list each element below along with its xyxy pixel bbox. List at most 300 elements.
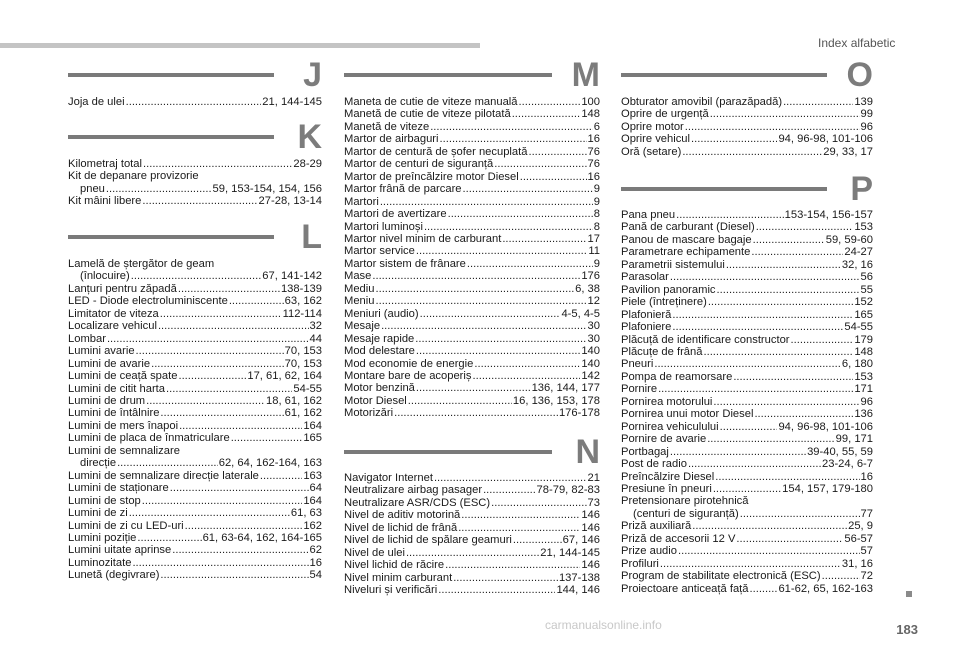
header-bar [0,43,480,48]
entry-pages: 6 [593,120,600,133]
entry-pages: 148 [854,345,873,358]
leader-dots [473,370,581,382]
index-entry [68,258,322,270]
leader-dots [375,283,574,295]
entry-term: Nivel de lichid de spălare geamuri [344,534,512,547]
leader-dots [491,497,586,509]
entry-term: Preîncălzire Diesel [621,470,715,483]
index-entry [68,195,322,207]
section-rule [68,73,274,77]
leader-dots [260,470,302,482]
index-entry [68,295,322,307]
leader-dots [688,458,821,470]
leader-dots [107,333,309,345]
entry-term: Navigator Internet [344,472,433,484]
index-entry [344,96,600,108]
entry-pages: 73 [587,496,600,509]
entry-pages: 6, 180 [841,358,873,371]
entry-pages: 96 [860,120,873,133]
leader-dots [822,570,860,582]
leader-dots [231,432,303,444]
entry-pages: 32, 16 [841,258,873,271]
index-entry [68,507,322,519]
entry-pages: 17, 61, 62, 164 [247,370,322,383]
section-letter: K [297,118,322,156]
leader-dots [513,534,562,546]
entry-term: Plafoniere [621,321,672,334]
section-o-entries [621,96,873,158]
entry-term: Lumini de mers înapoi [68,419,179,432]
index-entry [621,570,873,582]
leader-dots [381,320,586,332]
entry-pages: 140 [581,357,600,370]
index-entry [344,196,600,208]
leader-dots [726,259,841,271]
entry-pages: 56-57 [844,532,873,545]
index-entry [68,170,322,182]
entry-pages: 162 [303,519,322,532]
entry-pages: 16, 136, 153, 178 [512,394,600,407]
leader-dots [736,533,843,545]
leader-dots [151,358,284,370]
entry-term: Nivel lichid de răcire [344,559,445,572]
index-entry [68,407,322,419]
entry-term: Meniuri (audio) [344,307,419,320]
leader-dots [440,133,587,145]
entry-term: Motorizări [344,407,394,420]
leader-dots [670,446,806,458]
index-entry [344,158,600,170]
entry-pages: 64 [309,482,322,495]
entry-pages: 61-62, 65, 162-163 [778,582,873,595]
leader-dots [185,520,303,532]
entry-term: Lumini de placa de înmatriculare [68,432,230,445]
leader-dots [453,572,558,584]
entry-term: Meniu [344,295,375,308]
leader-dots [753,234,825,246]
entry-pages: 16 [860,470,873,483]
index-entry [344,345,600,357]
section-header-k [68,118,322,158]
index-entry [344,171,600,183]
entry-term: Pornirea unui motor Diesel [621,408,754,421]
entry-pages: 8 [593,220,600,233]
entry-term: Lumini uitate aprinse [68,544,172,557]
index-entry [344,146,600,158]
index-entry [621,396,873,408]
index-entry [68,320,322,332]
leader-dots [740,508,860,520]
index-entry [68,333,322,345]
leader-dots [172,544,308,556]
section-header-o [621,56,873,96]
leader-dots [750,583,778,595]
entry-pages: 154, 157, 179-180 [782,482,873,495]
watermark: carmanualsonline.info [545,618,662,632]
entry-pages: 62, 64, 162-164, 163 [218,457,322,470]
entry-pages: 61, 162 [284,407,322,420]
entry-pages: 153-154, 156-157 [784,209,873,221]
index-entry [621,133,873,145]
entry-term: Lumini de întâlnire [68,407,160,420]
entry-pages: 39-40, 55, 59 [807,445,873,458]
entry-term: Pornirea vehiculului [621,420,719,433]
leader-dots [754,408,853,420]
entry-pages: 99 [860,108,873,121]
index-entry [621,508,873,520]
index-entry [68,482,322,494]
index-entry [68,395,322,407]
index-entry [344,407,600,419]
index-entry [344,370,600,382]
section-rule [68,135,274,139]
entry-pages: 9 [593,195,600,208]
entry-pages: 165 [303,432,322,445]
entry-term: Lanțuri pentru zăpadă [68,282,177,295]
entry-term: Pana pneu [621,209,676,221]
entry-pages: 148 [581,108,600,121]
entry-term: Nivel de aditiv motorină [344,509,461,522]
entry-term: Maneta de cutie de viteze manuală [344,96,518,108]
leader-dots [394,407,558,419]
index-entry [68,569,322,581]
entry-pages: 100 [581,96,600,108]
index-entry [621,583,873,595]
entry-term: Martor service [344,245,415,258]
entry-term: Pneuri [621,358,654,371]
entry-term: Lumini poziție [68,531,137,544]
entry-term: Mod economie de energie [344,357,474,370]
section-l-entries [68,258,322,582]
entry-term: Kilometraj total [68,158,142,170]
index-entry [68,383,322,395]
index-entry [621,209,873,221]
entry-term: Priză de accesorii 12 V [621,532,736,545]
index-entry [68,283,322,295]
entry-term: Manetă de viteze [344,120,430,133]
index-entry [68,432,322,444]
leader-dots [670,271,860,283]
entry-pages: 153 [854,370,873,383]
index-entry [68,96,322,108]
entry-term: Lumini de zi cu LED-uri [68,519,184,532]
entry-term: Lumini avarie [68,345,135,358]
index-entry [621,346,873,358]
index-entry [344,221,600,233]
section-header-n [344,433,600,473]
entry-pages: 16 [587,133,600,146]
entry-pages: 72 [860,570,873,583]
entry-term: Oprire vehicul [621,133,691,146]
section-header-l [68,218,322,258]
index-entry [68,270,322,282]
index-entry [621,495,873,507]
leader-dots [160,308,282,320]
entry-pages: 137-138 [558,571,600,584]
entry-pages: 11 [588,245,600,258]
index-entry [68,457,322,469]
page-marker [906,591,912,597]
index-entry [344,283,600,295]
section-rule [621,187,827,191]
leader-dots [445,559,580,571]
leader-dots [143,158,292,170]
index-entry [621,309,873,321]
entry-pages: 12 [587,295,600,308]
entry-term: (centuri de siguranță) [633,507,739,520]
index-entry [621,458,873,470]
entry-term: Pornire de avarie [621,433,707,446]
entry-term: Program de stabilitate electronică (ESC) [621,570,821,583]
entry-pages: 146 [581,521,600,534]
section-header-j [68,56,322,96]
entry-term: Motor Diesel [344,394,407,407]
leader-dots [710,108,860,120]
index-entry [621,446,873,458]
entry-pages: 142 [581,369,600,382]
index-entry [344,584,600,596]
section-letter: O [846,56,873,94]
leader-dots [126,96,262,108]
leader-dots [160,569,308,581]
index-entry [621,246,873,258]
entry-pages: 163 [303,469,322,482]
entry-pages: 96 [860,395,873,408]
section-k-entries [68,158,322,208]
index-entry [621,533,873,545]
entry-pages: 25, 9 [848,520,873,533]
entry-term: Martor nivel minim de carburant [344,232,502,245]
entry-pages: 30 [587,320,600,333]
leader-dots [756,221,854,233]
entry-term: Neutralizare airbag pasager [344,484,483,497]
leader-dots [678,545,860,557]
entry-pages: 76 [587,145,600,158]
index-entry [344,509,600,521]
leader-dots [658,383,853,395]
entry-pages: 59, 153-154, 154, 156 [212,182,322,195]
entry-term: Parasolar [621,271,669,284]
leader-dots [685,121,860,133]
entry-term: Martor de centuri de siguranță [344,158,494,171]
entry-pages: 21, 144-145 [540,546,600,559]
index-entry [68,445,322,457]
entry-pages: 164 [303,494,322,507]
entry-pages: 61, 63-64, 162, 164-165 [202,531,322,544]
leader-dots [458,522,580,534]
section-rule [344,73,552,77]
index-entry [621,221,873,233]
entry-term: Post de radio [621,458,687,471]
entry-term: Mesaje [344,320,381,333]
leader-dots [430,121,593,133]
leader-dots [158,320,309,332]
entry-term: Lumini de staționare [68,482,169,495]
leader-dots [380,196,593,208]
leader-dots [416,245,588,257]
leader-dots [420,308,561,320]
index-entry [621,146,873,158]
entry-pages: 94, 96-98, 101-106 [778,133,873,146]
index-entry [344,295,600,307]
leader-dots [708,296,854,308]
entry-term: Lumini de ceață spate [68,370,178,383]
index-entry [68,495,322,507]
entry-term: Lombar [68,332,106,345]
entry-term: Joja de ulei [68,96,125,108]
leader-dots [229,295,284,307]
entry-term: Pretensionare pirotehnică [621,495,749,508]
index-entry [621,96,873,108]
entry-term: Martor frână de parcare [344,183,462,196]
entry-term: Plafonieră [621,308,672,321]
entry-term: Martor sistem de frânare [344,257,466,270]
entry-pages: 18, 61, 162 [266,394,322,407]
index-entry [68,532,322,544]
entry-pages: 24-27 [844,246,873,259]
index-entry [621,558,873,570]
index-entry [621,234,873,246]
entry-pages: 21, 144-145 [262,96,322,108]
leader-dots [179,420,302,432]
leader-dots [178,283,280,295]
entry-pages: 63, 162 [284,295,322,308]
leader-dots [502,233,586,245]
entry-pages: 176 [581,270,600,283]
index-entry [344,245,600,257]
entry-term: Kit mâini libere [68,195,142,208]
leader-dots [672,309,853,321]
leader-dots [416,382,531,394]
index-entry [621,483,873,495]
index-entry [621,520,873,532]
leader-dots [131,270,262,282]
leader-dots [106,183,212,195]
entry-term: Mesaje rapide [344,332,415,345]
entry-term: Mod delestare [344,345,415,358]
index-entry [344,308,600,320]
leader-dots [415,333,586,345]
leader-dots [142,495,303,507]
index-entry [621,284,873,296]
index-entry [344,333,600,345]
index-entry [68,345,322,357]
entry-pages: 28-29 [293,158,322,170]
entry-term: Montare bare de acoperiș [344,369,472,382]
entry-pages: 99, 171 [835,433,873,446]
index-entry [621,321,873,333]
entry-term: Lumini de avarie [68,357,151,370]
entry-pages: 4-5, 4-5 [561,307,600,320]
index-entry [68,158,322,170]
entry-term: Lumini de zi [68,507,128,520]
leader-dots [519,96,581,108]
leader-dots [461,509,580,521]
entry-pages: 146 [581,559,600,572]
entry-term: Piele (întreținere) [621,296,707,309]
leader-dots [170,482,309,494]
entry-term: Priză auxiliară [621,520,692,533]
leader-dots [494,158,586,170]
leader-dots [178,370,246,382]
index-entry [68,183,322,195]
index-entry [621,358,873,370]
entry-term: Pană de carburant (Diesel) [621,221,755,234]
leader-dots [783,96,853,108]
entry-term: Panou de mascare bagaje [621,233,752,246]
entry-pages: 57 [860,545,873,558]
index-entry [621,271,873,283]
leader-dots [660,558,841,570]
leader-dots [467,258,593,270]
leader-dots [483,484,535,496]
index-entry [68,520,322,532]
leader-dots [438,584,555,596]
entry-term: Oră (setare) [621,145,682,158]
entry-term: Martor de preîncălzire motor Diesel [344,170,519,183]
leader-dots [137,532,201,544]
entry-pages: 16 [309,556,322,569]
entry-term: Lumini de citit harta [68,382,166,395]
index-entry [68,308,322,320]
leader-dots [474,358,580,370]
section-letter: P [850,170,873,208]
entry-pages: 55 [860,283,873,296]
index-entry [621,121,873,133]
entry-term: Nivel de ulei [344,546,405,559]
entry-pages: 140 [581,345,600,358]
leader-dots [654,358,841,370]
entry-pages: 54-55 [293,382,322,395]
index-entry [68,557,322,569]
entry-pages: 62 [309,544,322,557]
entry-term: Manetă de cutie de viteze pilotată [344,108,511,121]
entry-pages: 94, 96-98, 101-106 [778,420,873,433]
entry-pages: 138-139 [280,282,322,295]
index-entry [344,547,600,559]
entry-term: Presiune în pneuri [621,482,712,495]
entry-pages: 179 [854,333,873,346]
entry-term: Oprire motor [621,120,684,133]
entry-term: Nivel de lichid de frână [344,521,458,534]
entry-term: Martori de avertizare [344,208,447,221]
entry-pages: 164 [303,419,322,432]
leader-dots [117,457,218,469]
index-entry [68,420,322,432]
index-entry [621,408,873,420]
index-entry [344,108,600,120]
leader-dots [166,383,292,395]
index-entry [68,470,322,482]
index-entry [344,395,600,407]
entry-pages: 171 [854,383,873,396]
index-entry [344,183,600,195]
entry-pages: 27-28, 13-14 [258,195,322,208]
index-entry [344,208,600,220]
leader-dots [691,133,777,145]
leader-dots [672,321,843,333]
entry-term: Lumini de stop [68,494,141,507]
entry-pages: 77 [860,507,873,520]
entry-term: Localizare vehicul [68,320,157,333]
leader-dots [512,108,581,120]
index-entry [621,383,873,395]
entry-term: Luminozitate [68,556,132,569]
entry-pages: 54-55 [844,321,873,334]
entry-pages: 78-79, 82-83 [536,484,600,497]
index-entry [344,258,600,270]
entry-term: Proiectoare anticeață față [621,582,749,595]
